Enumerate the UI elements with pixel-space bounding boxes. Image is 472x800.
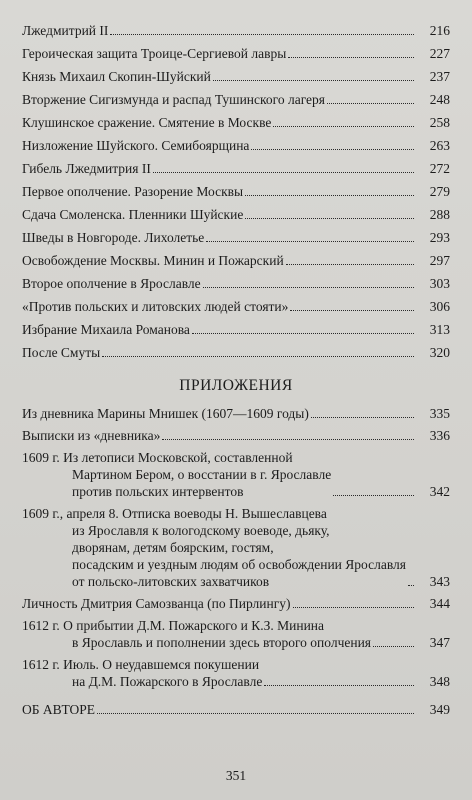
toc-entry-title-line: из Ярославля к вологодскому воеводе, дьяку, bbox=[72, 523, 330, 538]
dot-leader bbox=[373, 646, 414, 647]
toc-entry-title-line: от польско-литовских захватчиков bbox=[72, 574, 270, 589]
toc-entry-page-number: 320 bbox=[429, 345, 450, 360]
toc-entry-title bbox=[22, 229, 204, 246]
toc-entry-title-line: против польских интервентов bbox=[72, 484, 244, 499]
toc-entry-page-number: 263 bbox=[429, 138, 450, 153]
toc-entry-title-line: Низложение Шуйского. Семибоярщина bbox=[22, 138, 250, 153]
toc-entry-title bbox=[22, 206, 243, 223]
dot-leader bbox=[293, 607, 415, 608]
toc-entry-title-line: 1612 г. Июль. О неудавшемся покушении bbox=[22, 657, 260, 672]
toc-entry-title bbox=[22, 160, 151, 177]
toc-entry bbox=[22, 68, 450, 85]
toc-entry-title bbox=[22, 275, 201, 292]
toc-entry-title-line: Личность Дмитрия Самозванца (по Пирлингу) bbox=[22, 596, 291, 611]
toc-entry bbox=[22, 617, 450, 651]
dot-leader bbox=[245, 218, 414, 219]
toc-entry-title-line: Героическая защита Троице-Сергиевой лавры bbox=[22, 46, 287, 61]
toc-entry-title-line: посадским и уездным людям об освобождении Ярославля bbox=[72, 557, 406, 572]
toc-entry-title bbox=[22, 91, 325, 108]
toc-entry-title-line: 1609 г., апреля 8. Отписка воеводы Н. Вышеславцева bbox=[22, 506, 327, 521]
toc-entry bbox=[22, 449, 450, 500]
toc-entry-page-number: 237 bbox=[429, 69, 450, 84]
toc-entry-title bbox=[22, 405, 309, 422]
toc-entry-page-number: 216 bbox=[429, 23, 450, 38]
toc-entry-title-line: Мартином Бером, о восстании в г. Ярославле bbox=[72, 467, 332, 482]
toc-entry-title-line: Шведы в Новгороде. Лихолетье bbox=[22, 230, 205, 245]
toc-entry-title-line: Второе ополчение в Ярославле bbox=[22, 276, 201, 291]
toc-entry bbox=[22, 229, 450, 246]
toc-entry bbox=[22, 405, 450, 422]
toc-entry-title bbox=[22, 656, 262, 690]
dot-leader bbox=[264, 685, 414, 686]
toc-entry-page-number: 279 bbox=[429, 184, 450, 199]
dot-leader bbox=[110, 34, 414, 35]
toc-entry bbox=[22, 252, 450, 269]
toc-entry-page-number: 336 bbox=[429, 428, 450, 443]
dot-leader bbox=[286, 264, 414, 265]
dot-leader bbox=[408, 585, 414, 586]
toc-entry bbox=[22, 505, 450, 590]
toc-entry-title-line: Освобождение Москвы. Минин и Пожарский bbox=[22, 253, 284, 268]
dot-leader bbox=[273, 126, 414, 127]
toc-entry-title-line: дворянам, детям боярским, гостям, bbox=[72, 540, 274, 555]
toc-entry-title bbox=[22, 68, 211, 85]
dot-leader bbox=[288, 57, 414, 58]
toc-entry-title-line: Сдача Смоленска. Пленники Шуйские bbox=[22, 207, 244, 222]
page-number: 351 bbox=[225, 768, 247, 783]
dot-leader bbox=[245, 195, 414, 196]
toc-entry bbox=[22, 344, 450, 361]
toc-entry-page-number: 313 bbox=[429, 322, 450, 337]
toc-entry bbox=[22, 91, 450, 108]
dot-leader bbox=[311, 417, 414, 418]
dot-leader bbox=[327, 103, 414, 104]
toc-appendix-list bbox=[22, 405, 450, 723]
toc-entry-page-number: 343 bbox=[429, 574, 450, 589]
toc-entry bbox=[22, 701, 450, 718]
toc-entry bbox=[22, 114, 450, 131]
dot-leader bbox=[102, 356, 414, 357]
dot-leader bbox=[333, 495, 414, 496]
toc-main-list bbox=[22, 22, 450, 367]
dot-leader bbox=[192, 333, 414, 334]
toc-entry bbox=[22, 427, 450, 444]
toc-entry-title-line: Клушинское сражение. Смятение в Москве bbox=[22, 115, 272, 130]
toc-entry bbox=[22, 656, 450, 690]
dot-leader bbox=[290, 310, 414, 311]
toc-entry-title-line: Лжедмитрий II bbox=[22, 23, 109, 38]
dot-leader bbox=[206, 241, 414, 242]
toc-entry-title-line: Избрание Михаила Романова bbox=[22, 322, 190, 337]
toc-entry-title-line: Гибель Лжедмитрия II bbox=[22, 161, 151, 176]
toc-entry bbox=[22, 183, 450, 200]
toc-entry-title-line: После Смуты bbox=[22, 345, 101, 360]
toc-entry-page-number: 349 bbox=[429, 702, 450, 717]
toc-entry-title bbox=[22, 45, 286, 62]
toc-entry bbox=[22, 321, 450, 338]
dot-leader bbox=[162, 439, 414, 440]
appendix-heading: ПРИЛОЖЕНИЯ bbox=[179, 377, 293, 394]
toc-entry bbox=[22, 137, 450, 154]
toc-entry-page-number: 258 bbox=[429, 115, 450, 130]
toc-entry-title bbox=[22, 321, 190, 338]
toc-entry-title bbox=[22, 114, 271, 131]
toc-entry bbox=[22, 595, 450, 612]
toc-entry-title bbox=[22, 252, 284, 269]
toc-entry-title bbox=[22, 595, 291, 612]
dot-leader bbox=[153, 172, 414, 173]
toc-entry-page-number: 272 bbox=[429, 161, 450, 176]
toc-entry-page-number: 288 bbox=[429, 207, 450, 222]
toc-entry-title bbox=[22, 344, 100, 361]
toc-entry-page-number: 297 bbox=[429, 253, 450, 268]
toc-entry-title-line: «Против польских и литовских людей стояти» bbox=[22, 299, 289, 314]
toc-entry bbox=[22, 206, 450, 223]
dot-leader bbox=[203, 287, 414, 288]
toc-entry-page-number: 227 bbox=[429, 46, 450, 61]
toc-entry bbox=[22, 22, 450, 39]
toc-entry-title bbox=[22, 22, 108, 39]
toc-entry-title-line: Первое ополчение. Разорение Москвы bbox=[22, 184, 244, 199]
toc-entry bbox=[22, 45, 450, 62]
toc-entry-page-number: 344 bbox=[429, 596, 450, 611]
toc-entry bbox=[22, 160, 450, 177]
toc-entry bbox=[22, 275, 450, 292]
toc-entry-title bbox=[22, 427, 160, 444]
toc-entry-title bbox=[22, 617, 371, 651]
dot-leader bbox=[97, 713, 414, 714]
toc-entry-page-number: 347 bbox=[429, 635, 450, 650]
toc-entry-title bbox=[22, 137, 249, 154]
toc-entry-title-line: Вторжение Сигизмунда и распад Тушинского лагеря bbox=[22, 92, 326, 107]
toc-entry-page-number: 348 bbox=[429, 674, 450, 689]
toc-entry-page-number: 342 bbox=[429, 484, 450, 499]
toc-entry-page-number: 335 bbox=[429, 406, 450, 421]
toc-entry-title-line: Из дневника Марины Мнишек (1607—1609 годы) bbox=[22, 406, 309, 421]
toc-entry-title-line: в Ярославль и пополнении здесь второго ополчения bbox=[72, 635, 372, 650]
toc-entry-title bbox=[22, 183, 243, 200]
dot-leader bbox=[251, 149, 414, 150]
dot-leader bbox=[213, 80, 414, 81]
toc-entry-page-number: 248 bbox=[429, 92, 450, 107]
toc-entry-page-number: 306 bbox=[429, 299, 450, 314]
toc-entry-title-line: ОБ АВТОРЕ bbox=[22, 702, 96, 717]
toc-entry-page-number: 303 bbox=[429, 276, 450, 291]
toc-entry-title-line: 1612 г. О прибытии Д.М. Пожарского и К.З. Минина bbox=[22, 618, 325, 633]
toc-entry-title bbox=[22, 298, 288, 315]
toc-entry-title bbox=[22, 505, 406, 590]
toc-entry bbox=[22, 298, 450, 315]
toc-entry-title bbox=[22, 701, 95, 718]
toc-entry-title bbox=[22, 449, 331, 500]
toc-entry-title-line: на Д.М. Пожарского в Ярославле bbox=[72, 674, 263, 689]
toc-entry-title-line: 1609 г. Из летописи Московской, составленной bbox=[22, 450, 293, 465]
toc-entry-title-line: Князь Михаил Скопин-Шуйский bbox=[22, 69, 211, 84]
toc-entry-page-number: 293 bbox=[429, 230, 450, 245]
toc-entry-title-line: Выписки из «дневника» bbox=[22, 428, 161, 443]
